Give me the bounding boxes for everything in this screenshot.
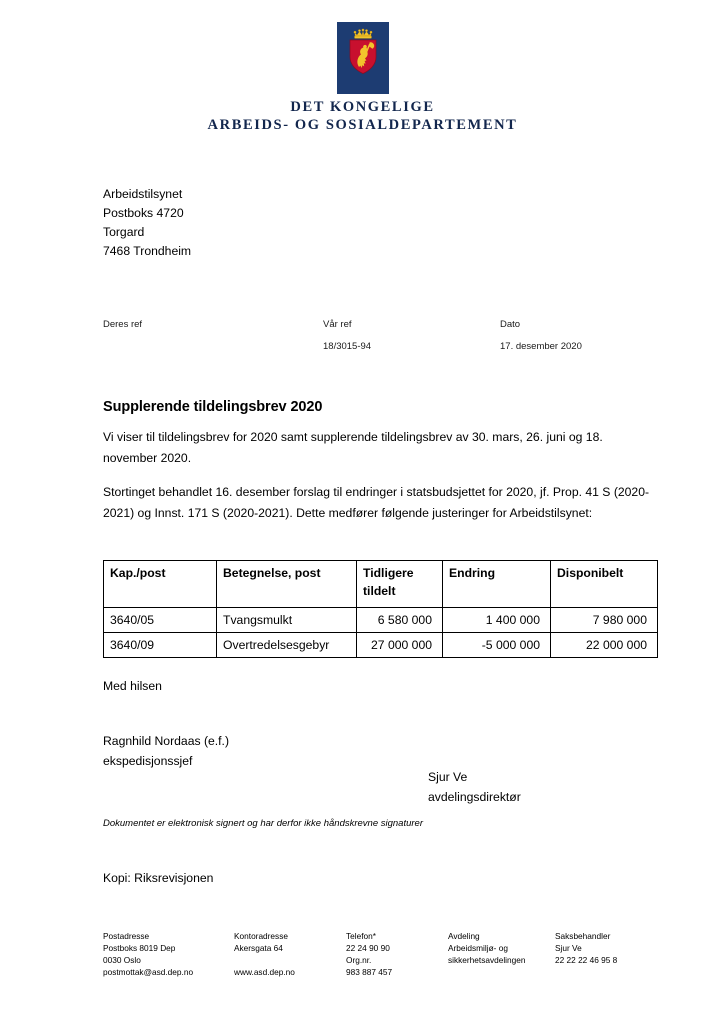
signature-block-secondary <box>428 767 521 807</box>
footer-saksbehandler-phone: 22 22 22 46 95 8 <box>555 955 618 965</box>
signer-2-name: Sjur Ve <box>428 770 468 784</box>
cell-disponibelt: 7 980 000 <box>551 608 658 633</box>
signer-1-title: ekspedisjonssjef <box>103 754 193 768</box>
cell-endring: -5 000 000 <box>443 633 551 658</box>
department-wordmark <box>208 99 518 134</box>
footer-avdeling-line-2: sikkerhetsavdelingen <box>448 955 526 965</box>
wordmark-line-2: ARBEIDS- OG SOSIALDEPARTEMENT <box>207 117 518 133</box>
table-header-disponibelt: Disponibelt <box>551 561 658 608</box>
var-ref-column <box>323 318 371 353</box>
footer-column-kontoradresse <box>234 930 344 978</box>
dato-column <box>500 318 582 353</box>
signature-block-primary <box>103 731 229 771</box>
var-ref-value: 18/3015-94 <box>323 341 372 352</box>
cell-kap-post: 3640/09 <box>104 633 217 658</box>
footer-column-telefon <box>346 930 446 978</box>
recipient-line-3: Torgard <box>103 225 145 239</box>
cell-endring: 1 400 000 <box>443 608 551 633</box>
document-title: Supplerende tildelingsbrev 2020 <box>103 398 323 415</box>
letterhead <box>0 22 725 134</box>
dato-value: 17. desember 2020 <box>500 341 582 352</box>
budget-adjustment-table <box>103 560 658 658</box>
cell-tidligere-tildelt: 27 000 000 <box>357 633 443 658</box>
var-ref-label: Vår ref <box>323 319 352 330</box>
table-header-endring: Endring <box>443 561 551 608</box>
table-header-kap-post: Kap./post <box>104 561 217 608</box>
footer-head-saksbehandler: Saksbehandler <box>555 931 611 941</box>
closing-greeting: Med hilsen <box>103 679 162 693</box>
deres-ref-label: Deres ref <box>103 319 143 330</box>
electronic-signature-note: Dokumentet er elektronisk signert og har derfor ikke håndskrevne signaturer <box>103 818 423 829</box>
footer-head-postadresse: Postadresse <box>103 931 150 941</box>
recipient-line-2: Postboks 4720 <box>103 206 184 220</box>
footer-postadresse-line-1: Postboks 8019 Dep <box>103 943 176 953</box>
recipient-address <box>103 185 191 261</box>
cell-tidligere-tildelt: 6 580 000 <box>357 608 443 633</box>
footer-head-kontoradresse: Kontoradresse <box>234 931 288 941</box>
cell-betegnelse: Tvangsmulkt <box>217 608 357 633</box>
body-paragraph-1: Vi viser til tildelingsbrev for 2020 samt supplerende tildelingsbrev av 30. mars, 26. juni og 18. november 2020. <box>103 430 603 466</box>
body-paragraph-2: Stortinget behandlet 16. desember forslag til endringer i statsbudsjettet for 2020, jf. Prop. 41 S (2020-2021) og Innst. 171 S (2020-2021). Dette medfører følgende justeringer for Arbeidstilsynet: <box>103 485 650 521</box>
footer-head-telefon: Telefon* <box>346 931 376 941</box>
table-row <box>104 633 658 658</box>
footer-column-saksbehandler <box>555 930 675 966</box>
footer-kontoradresse-spacer <box>234 954 344 966</box>
cell-kap-post: 3640/05 <box>104 608 217 633</box>
footer-saksbehandler-name: Sjur Ve <box>555 943 582 953</box>
cell-disponibelt: 22 000 000 <box>551 633 658 658</box>
wordmark-line-1: DET KONGELIGE <box>290 99 435 115</box>
table-header-row <box>104 561 658 608</box>
footer-kontoradresse-line-1: Akersgata 64 <box>234 943 283 953</box>
cell-betegnelse: Overtredelsesgebyr <box>217 633 357 658</box>
table-header-betegnelse: Betegnelse, post <box>217 561 357 608</box>
dato-label: Dato <box>500 319 521 330</box>
signer-2-title: avdelingsdirektør <box>428 790 521 804</box>
footer-head-avdeling: Avdeling <box>448 931 480 941</box>
footer-column-avdeling <box>448 930 558 966</box>
norwegian-coat-of-arms-icon <box>337 22 389 94</box>
table-row <box>104 608 658 633</box>
footer-kontoradresse-website[interactable]: www.asd.dep.no <box>234 967 295 977</box>
table-header-tidligere-tildelt: Tidligere tildelt <box>357 561 443 608</box>
footer-postadresse-email[interactable]: postmottak@asd.dep.no <box>103 967 194 977</box>
footer-column-postadresse <box>103 930 233 978</box>
signer-1-name: Ragnhild Nordaas (e.f.) <box>103 734 229 748</box>
deres-ref-column <box>103 318 142 340</box>
footer-postadresse-line-2: 0030 Oslo <box>103 955 141 965</box>
footer-orgnr-value: 983 887 457 <box>346 967 393 977</box>
footer-avdeling-line-1: Arbeidsmiljø- og <box>448 943 508 953</box>
footer-orgnr-label: Org.nr. <box>346 955 372 965</box>
footer-telefon-number: 22 24 90 90 <box>346 943 390 953</box>
recipient-line-4: 7468 Trondheim <box>103 244 192 258</box>
recipient-name: Arbeidstilsynet <box>103 187 183 201</box>
copy-recipients-line: Kopi: Riksrevisjonen <box>103 871 214 885</box>
